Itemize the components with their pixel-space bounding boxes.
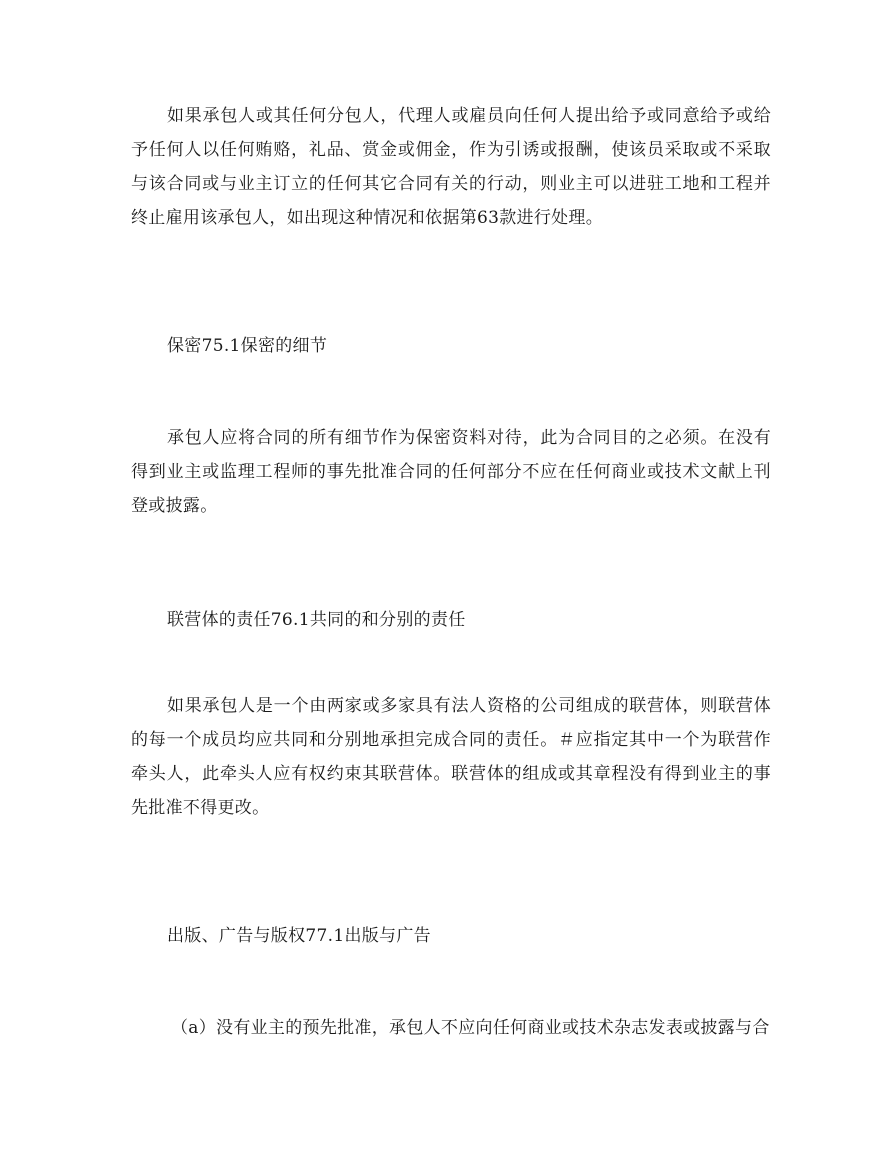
heading-joint-venture: 联营体的责任76.1共同的和分别的责任: [167, 610, 466, 630]
paragraph-publication: （a）没有业主的预先批准，承包人不应向任何商业或技术杂志发表或披露与合: [171, 1018, 770, 1038]
paragraph-bribery-clause: 如果承包人或其任何分包人，代理人或雇员向任何人提出给予或同意给予或给予任何人以任何贿赂，礼品、赏金或佣金，作为引诱或报酬，使该员采取或不采取与该合同或与业主订立的任何其它合同有关的行动，则业主可以进驻工地和工程并终止雇用该承包人，如出现这种情况和依据第63款进行处理。: [131, 106, 771, 228]
heading-confidentiality: 保密75.1保密的细节: [167, 336, 328, 356]
heading-publication: 出版、广告与版权77.1出版与广告: [167, 926, 431, 946]
paragraph-joint-venture: 如果承包人是一个由两家或多家具有法人资格的公司组成的联营体，则联营体的每一个成员均应共同和分别地承担完成合同的责任。＃应指定其中一个为联营作牵头人，此牵头人应有权约束其联营体。联营体的组成或其章程没有得到业主的事先批准不得更改。: [131, 696, 771, 818]
paragraph-confidentiality: 承包人应将合同的所有细节作为保密资料对待，此为合同目的之必须。在没有得到业主或监理工程师的事先批准合同的任何部分不应在任何商业或技术文献上刊登或披露。: [131, 428, 771, 516]
